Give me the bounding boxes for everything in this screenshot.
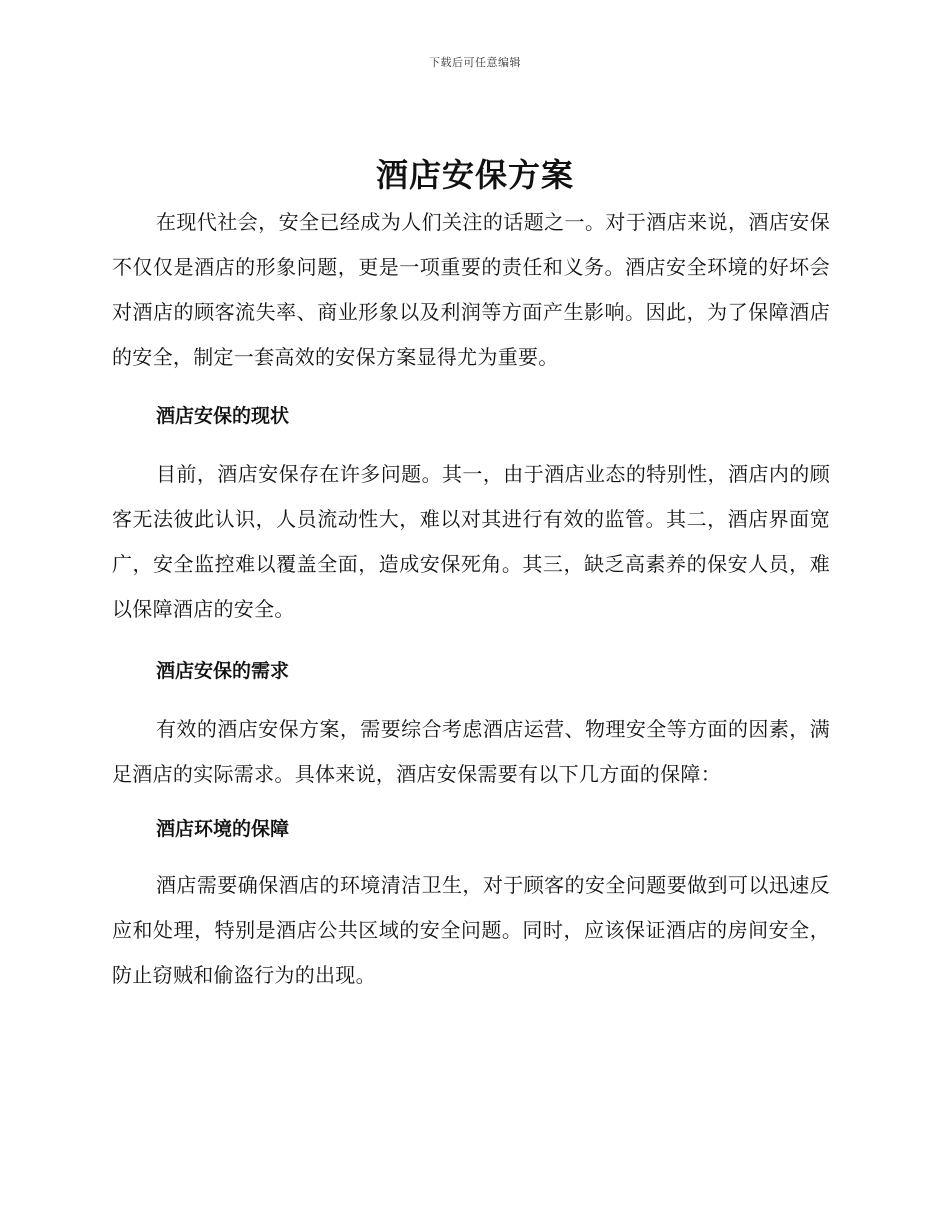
intro-paragraph: 在现代社会，安全已经成为人们关注的话题之一。对于酒店来说，酒店安保不仅仅是酒店的形象问题，更是一项重要的责任和义务。酒店安全环境的好坏会对酒店的顾客流失率、商业形象以及利润等方面产生影响。因此，为了保障酒店的安全，制定一套高效的安保方案显得尤为重要。 <box>112 210 830 369</box>
section-paragraph-status: 目前，酒店安保存在许多问题。其一，由于酒店业态的特别性，酒店内的顾客无法彼此认识，人员流动性大，难以对其进行有效的监管。其二，酒店界面宽广，安全监控难以覆盖全面，造成安保死角。其三，缺乏高素养的保安人员，难以保障酒店的安全。 <box>112 462 830 621</box>
section-paragraph-needs: 有效的酒店安保方案，需要综合考虑酒店运营、物理安全等方面的因素，满足酒店的实际需求。具体来说，酒店安保需要有以下几方面的保障： <box>112 717 830 786</box>
document-body <box>112 200 830 998</box>
header-note: 下载后可任意编辑 <box>429 56 521 69</box>
section-heading-needs: 酒店安保的需求 <box>156 660 290 682</box>
section-heading-environment: 酒店环境的保障 <box>156 818 290 840</box>
section-paragraph-environment: 酒店需要确保酒店的环境清洁卫生，对于顾客的安全问题要做到可以迅速反应和处理，特别是酒店公共区域的安全问题。同时，应该保证酒店的房间安全，防止窃贼和偷盗行为的出现。 <box>112 873 830 987</box>
document-title: 酒店安保方案 <box>375 156 574 194</box>
section-heading-status: 酒店安保的现状 <box>156 405 290 427</box>
